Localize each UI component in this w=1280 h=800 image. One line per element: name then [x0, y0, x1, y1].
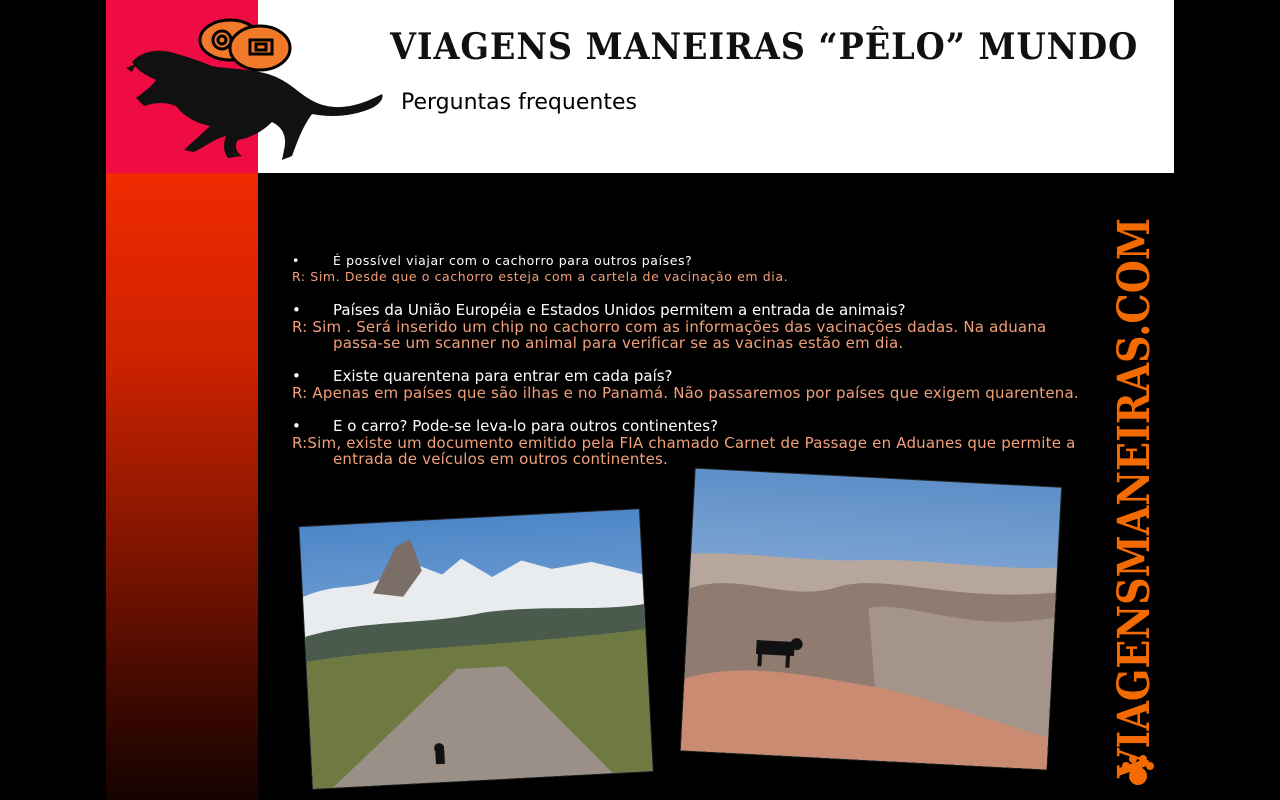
bullet-icon: •: [292, 301, 301, 319]
bullet-icon: •: [292, 417, 301, 435]
left-gradient-bar: [106, 173, 258, 800]
site-url-text: VIAGENSMANEIRAS.COM: [1109, 130, 1160, 778]
bullet-icon: •: [292, 253, 300, 268]
faq-answer: R:Sim, existe um documento emitido pela FIA chamado Carnet de Passage en Aduanes que permite a entrada de veículos em outros continentes.: [292, 434, 1076, 468]
faq-question: [292, 368, 1082, 385]
vertical-site-url: [1109, 130, 1161, 793]
question-text: E o carro? Pode-se leva-lo para outros continentes?: [333, 417, 719, 435]
faq-item: [292, 252, 1082, 285]
question-text: Existe quarentena para entrar em cada país?: [333, 367, 673, 385]
faq-question: [292, 418, 1082, 435]
faq-item: [292, 418, 1082, 467]
faq-item: [292, 368, 1082, 401]
question-text: Países da União Européia e Estados Unidos permitem a entrada de animais?: [333, 301, 906, 319]
photo-mountain-road: [299, 509, 652, 788]
running-dog-logo: [122, 10, 388, 166]
bullet-icon: •: [292, 367, 301, 385]
faq-answer: R: Sim. Desde que o cachorro esteja com a cartela de vacinação em dia.: [292, 269, 789, 284]
paw-icon: [1118, 752, 1158, 792]
faq-answer: R: Apenas em países que são ilhas e no Panamá. Não passaremos por países que exigem quarentena.: [292, 384, 1079, 402]
faq-list: [292, 252, 1082, 484]
photo-desert-valley: [681, 469, 1061, 770]
page-title: VIAGENS MANEIRAS “PÊLO” MUNDO: [390, 26, 1139, 68]
faq-question: [292, 302, 1082, 319]
question-text: É possível viajar com o cachorro para outros países?: [333, 253, 693, 268]
page-subtitle: Perguntas frequentes: [401, 90, 637, 115]
faq-question: [292, 252, 1082, 269]
faq-answer: R: Sim . Será inserido um chip no cachorro com as informações das vacinações dadas. Na aduana passa-se um scanner no animal para verificar se as vacinas estão em dia.: [292, 318, 1047, 352]
faq-item: [292, 302, 1082, 351]
